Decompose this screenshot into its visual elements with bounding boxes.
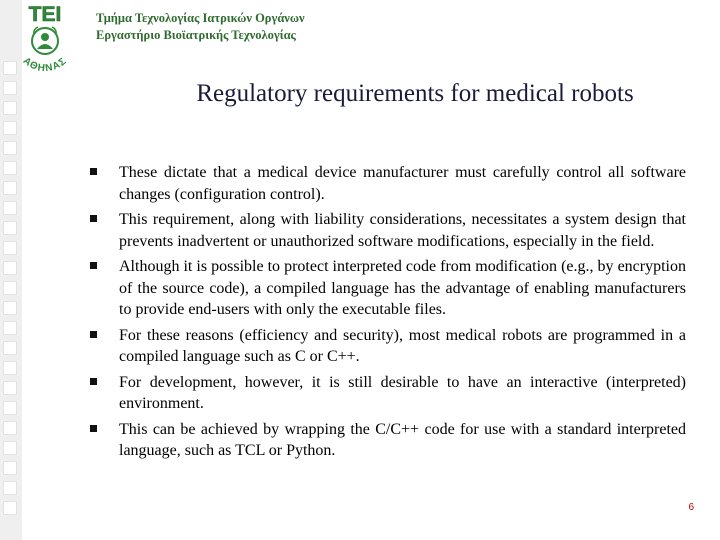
- bullet-item: [90, 372, 686, 415]
- department-name: Τμήμα Τεχνολογίας Ιατρικών Οργάνων: [96, 11, 305, 25]
- bullet-item: [90, 209, 686, 252]
- laboratory-name: Εργαστήριο Βιοϊατρικής Τεχνολογίας: [96, 28, 296, 42]
- bullet-text: This can be achieved by wrapping the C/C++ code for use with a standard interpreted language, such as TCL or Python.: [119, 420, 686, 459]
- square-bullet-icon: [90, 215, 97, 222]
- bullet-text: For development, however, it is still desirable to have an interactive (interpreted) environment.: [119, 373, 686, 412]
- tei-athens-logo: [4, 2, 86, 74]
- bullet-text: This requirement, along with liability considerations, necessitates a system design that prevents inadvertent or unauthorized software modifications, especially in the field.: [119, 211, 686, 250]
- stripe-squares: [4, 62, 18, 522]
- logo-text: ΤΕΙ: [28, 3, 62, 26]
- department-header: [96, 10, 305, 44]
- bullet-item: [90, 325, 686, 368]
- slide-title: Regulatory requirements for medical robots: [196, 80, 634, 107]
- bullet-text: For these reasons (efficiency and security), most medical robots are programmed in a compiled language such as C or C++.: [119, 326, 686, 365]
- bullet-item: [90, 256, 686, 321]
- square-bullet-icon: [90, 378, 97, 385]
- bullet-item: [90, 419, 686, 462]
- square-bullet-icon: [90, 262, 97, 269]
- page-number: 6: [688, 502, 694, 513]
- left-decorative-stripe: [0, 0, 22, 540]
- square-bullet-icon: [90, 425, 97, 432]
- square-bullet-icon: [90, 168, 97, 175]
- bullet-text: Although it is possible to protect interpreted code from modification (e.g., by encryption of the source code), a compiled language has the advantage of enabling manufacturers to provide end-users with only the executable files.: [119, 258, 686, 318]
- emblem-head-icon: [41, 33, 49, 41]
- bullet-text: These dictate that a medical device manufacturer must carefully control all software changes (configuration control).: [119, 164, 686, 203]
- square-bullet-icon: [90, 331, 97, 338]
- logo-city-text: ΑΘΗΝΑΣ: [20, 55, 70, 74]
- bullet-list: [90, 162, 686, 466]
- bullet-item: [90, 162, 686, 205]
